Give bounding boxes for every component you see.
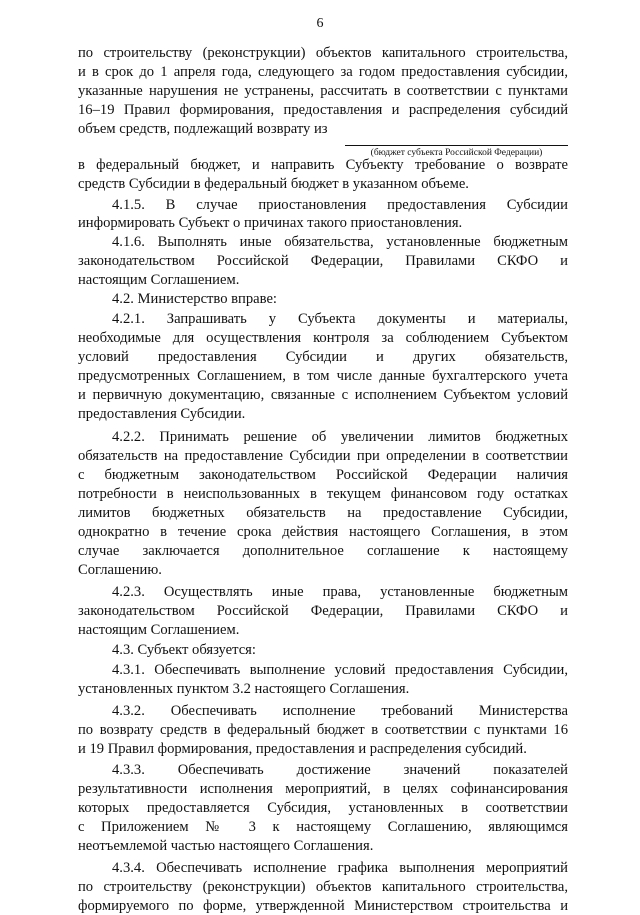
text-line: 4.2.2. Принимать решение об увеличении лимитов бюджетных: [112, 429, 568, 445]
text-line: и 19 Правил формирования, предоставления и распределения субсидий.: [78, 741, 527, 757]
text-line: 4.3. Субъект обязуется:: [112, 642, 256, 658]
text-line: 4.3.2. Обеспечивать исполнение требований Министерства: [112, 703, 568, 719]
text-line: предоставления Субсидии.: [78, 406, 246, 422]
text-line: 4.3.4. Обеспечивать исполнение графика выполнения мероприятий: [112, 860, 568, 876]
page-number: 6: [316, 16, 324, 31]
text-line: неотъемлемой частью настоящего Соглашения.: [78, 838, 374, 854]
text-line: случае заключается дополнительное соглашение к настоящему: [78, 543, 568, 559]
text-line: формируемого по форме, утвержденной Министерством строительства и: [78, 898, 568, 914]
text-line: однократно в течение срока действия настоящего Соглашения, в этом: [78, 524, 568, 540]
text-line: по строительству (реконструкции) объектов капитального строительства,: [78, 879, 568, 895]
text-line: 4.3.1. Обеспечивать выполнение условий предоставления Субсидии,: [112, 662, 568, 678]
text-line: 16–19 Правил формирования, предоставления и распределения субсидий: [78, 102, 568, 118]
text-line: предусмотренных Соглашением, в том числе данные бухгалтерского учета: [78, 368, 568, 384]
text-line: условий предоставления Субсидии и других обязательств,: [78, 349, 568, 365]
text-line: 4.3.3. Обеспечивать достижение значений показателей: [112, 762, 568, 778]
text-line: в федеральный бюджет, и направить Субъекту требование о возврате: [78, 157, 568, 173]
text-line: результативности исполнения мероприятий, в целях софинансирования: [78, 781, 568, 797]
text-line: с бюджетным законодательством Российской Федерации наличия: [78, 467, 568, 483]
text-line: по строительству (реконструкции) объектов капитального строительства,: [78, 45, 568, 61]
text-line: настоящим Соглашением.: [78, 622, 240, 638]
text-line: которых предоставляется Субсидия, установленных в соответствии: [78, 800, 568, 816]
text-line: 4.2.1. Запрашивать у Субъекта документы и материалы,: [112, 311, 568, 327]
text-line: 4.2.3. Осуществлять иные права, установленные бюджетным: [112, 584, 568, 600]
text-line: информировать Субъект о причинах такого приостановления.: [78, 215, 463, 231]
text-line: законодательством Российской Федерации, Правилами СКФО и: [78, 603, 568, 619]
blank-caption: (бюджет субъекта Российской Федерации): [370, 148, 543, 158]
text-line: лимитов бюджетных обязательств на предоставление Субсидии,: [78, 505, 568, 521]
text-line: средств Субсидии в федеральный бюджет в указанном объеме.: [78, 176, 469, 192]
text-line: 4.2. Министерство вправе:: [112, 291, 277, 307]
text-line: и в срок до 1 апреля года, следующего за годом предоставления субсидии,: [78, 64, 568, 80]
text-line: указанные нарушения не устранены, рассчитать в соответствии с пунктами: [78, 83, 568, 99]
text-line: объем средств, подлежащий возврату из: [78, 121, 328, 137]
text-line: и первичную документацию, связанные с исполнением Субъектом условий: [78, 387, 568, 403]
blank-fill-line: [345, 145, 568, 146]
text-line: с Приложением № 3 к настоящему Соглашению, являющимся: [78, 819, 568, 835]
text-line: необходимые для осуществления контроля за соблюдением Субъектом: [78, 330, 568, 346]
text-line: законодательством Российской Федерации, Правилами СКФО и: [78, 253, 568, 269]
text-line: настоящим Соглашением.: [78, 272, 240, 288]
text-line: 4.1.6. Выполнять иные обязательства, установленные бюджетным: [112, 234, 568, 250]
text-line: установленных пунктом 3.2 настоящего Соглашения.: [78, 681, 410, 697]
text-line: 4.1.5. В случае приостановления предоставления Субсидии: [112, 197, 568, 213]
text-line: обязательств на предоставление Субсидии при определении в соответствии: [78, 448, 568, 464]
text-line: потребности в неиспользованных в текущем финансовом году остатках: [78, 486, 568, 502]
text-line: по возврату средств в федеральный бюджет в соответствии с пунктами 16: [78, 722, 568, 738]
text-line: Соглашению.: [78, 562, 162, 578]
